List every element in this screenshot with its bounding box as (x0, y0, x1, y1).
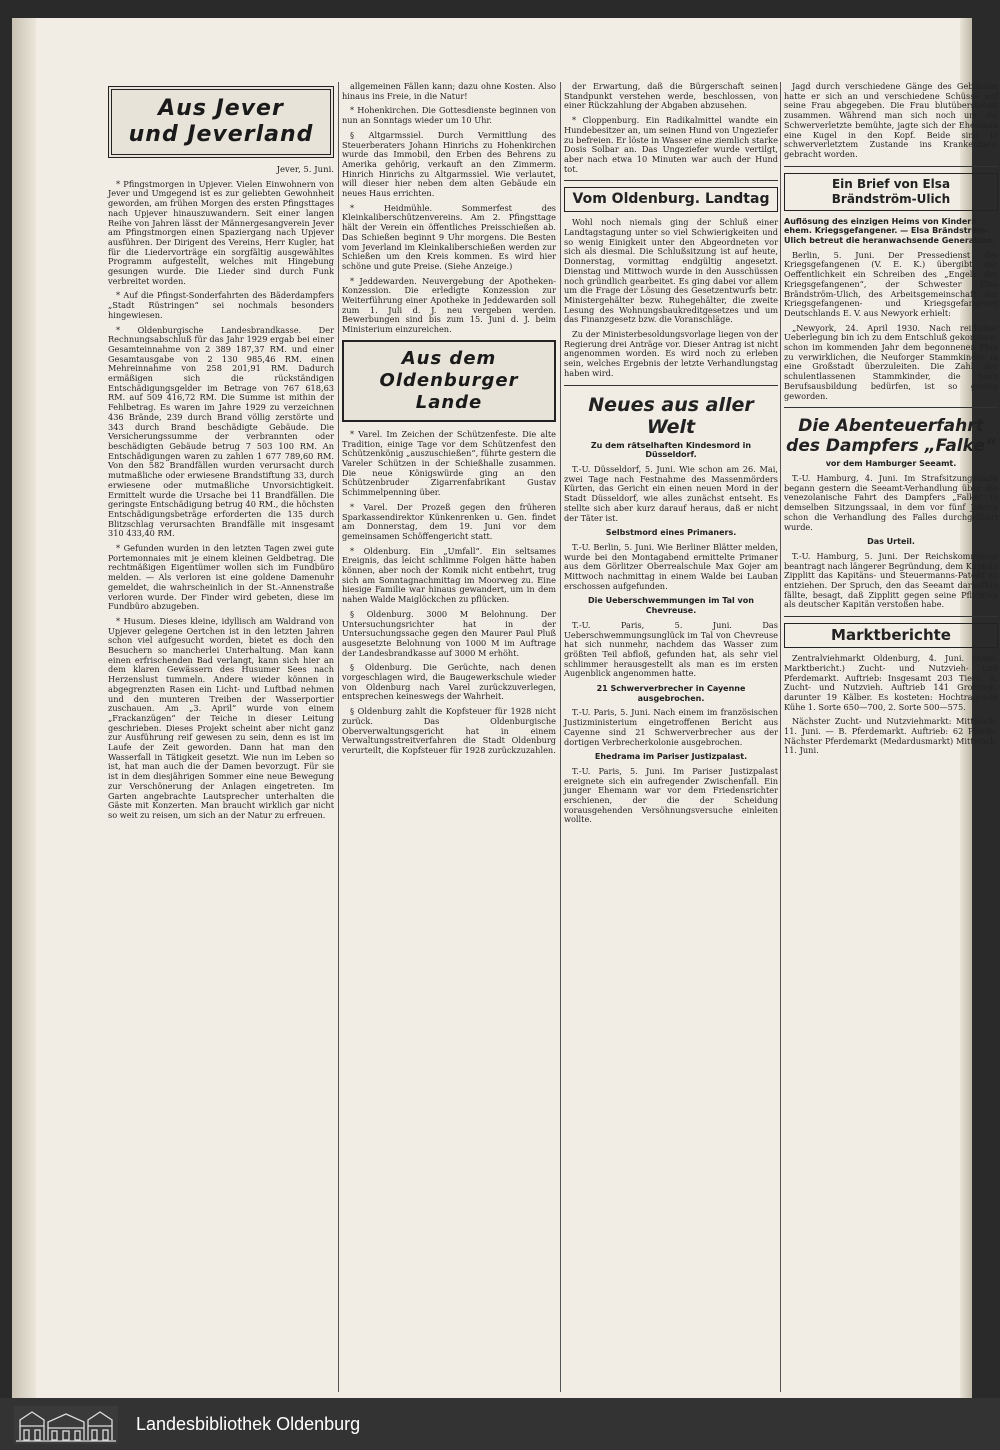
article-subheading: vor dem Hamburger Seeamt. (825, 459, 957, 469)
heading-line: Lande (415, 391, 483, 413)
divider (784, 616, 998, 617)
section-heading-falke (784, 416, 998, 456)
article-paragraph: T.-U. Berlin, 5. Juni. Wie Berliner Blätter melden, wurde bei den Montagabend ermittelte Primaner aus dem Görlitzer Oberrealschule Max Gojer am Mittwoch nachmittag in einem Walde bei Lauban erschossen aufgefunden. (564, 541, 778, 591)
column-rule (560, 82, 561, 1392)
section-heading-neues: Neues aus aller Welt (588, 393, 754, 438)
section-heading-jever (108, 86, 334, 158)
dateline: Jever, 5. Juni. (276, 165, 334, 175)
article-paragraph: * Oldenburgische Landesbrandkasse. Der Rechnungsabschluß für das Jahr 1929 ergab bei einer Gesamteinnahme von 2 389 187,37 RM. und einer Gesamtausgabe von 2 130 985,46 RM. einen Mehreinnahme von 258 201,91 RM. Dadurch ermäßigen sich die rückständigen Entschädigungsgelder im Betrage von 767 618,63 RM. auf 509 416,72 RM. Die Summe ist mithin der Fehlbetrag. Es waren im Jahre 1929 zu verzeichnen 436 Brände, 239 durch Brand völlig zerstörte und 343 durch Brand beschädigte Gebäude. Die Versicherungssumme der verbrannten oder beschädigten Gebäude betrug 7 503 100 RM. An Entschädigungen waren zu zahlen 1 677 789,60 RM. Von den 582 Brandfällen wurden verursacht durch mutmaßliche oder erwiesene Brandstiftung 33, durch erwiesene oder mutmaßliche Unvorsichtigkeit. Ermittelt wurde die Ursache bei 11 Brandfällen. Die geringste Entschädigung betrug 40 RM., die höchsten Entschädigungsbeträge erforderten die 135 durch Blitzschlag verursachten Brandfälle mit insgesamt 310 433,40 RM. (108, 324, 334, 539)
article-paragraph: T.-U. Paris, 5. Juni. Das Ueberschwemmungsunglück im Tal von Chevreuse hat sich nunmehr, nachdem das Wasser zum größten Teil abfloß, gefunden hat, als sehr viel schlimmer herausgestellt als man es im ersten Augenblick angenommen hatte. (564, 619, 778, 679)
library-name: Landesbibliothek Oldenburg (136, 1414, 361, 1434)
article-paragraph: „Newyork, 24. April 1930. Nach reiflicher Ueberlegung bin ich zu dem Entschluß gekommen, schon im kommenden Jahr dem begonnenen Plan zu verwirklichen, die Neuforger Stammkinder in eine Großstadt überzuleiten. Die Zahl der schulentlassenen Stammkinder, die noch Berufsausbildung bedürfen, ist so gering geworden. (784, 322, 998, 401)
article-paragraph: * Varel. Der Prozeß gegen den früheren Sparkassendirektor Künkenrenken u. Gen. findet am Donnerstag, dem 19. Juni vor dem gemeinsamen Schöffengericht statt. (342, 501, 556, 541)
article-paragraph: T.-U. Paris, 5. Juni. Nach einem im französischen Justizministerium eingetroffenen Bericht aus Cayenne sind 21 Schwerverbrecher aus der dortigen Verbrecherkolonie ausgebrochen. (564, 707, 778, 747)
divider (564, 180, 778, 181)
article-paragraph: T.-U. Hamburg, 5. Juni. Der Reichskommissar beantragt nach längerer Begründung, dem Kapitän Zipplitt das Kapitäns- und Steuermanns-Patent zu entziehen. Der Spruch, den das Seeamt daraufhin fällte, besagt, daß Zipplitt gegen seine Pflichten als deutscher Kapitän verstoßen habe. (784, 550, 998, 610)
divider (784, 407, 998, 408)
divider (564, 385, 778, 386)
article-paragraph: § Altgarmssiel. Durch Vermittlung des Steuerberaters Johann Hinrichs zu Hohenkirchen wurde das Immobil, den Erben des Behrens zu Amerika gehörig, verkauft an den Zimmerm. Hinrich Hinrichs zu Altgarmssiel. Wie verlautet, will dieser hier neben dem alten Gebäude ein neues Haus errichten. (342, 129, 556, 199)
article-paragraph: * Varel. Im Zeichen der Schützenfeste. Die alte Tradition, einige Tage vor dem Schützenfest den Schützenkönig „auszuschießen“, führte gestern die Vareler Schützen in der Schießhalle zusammen. Die neue Königswürde ging an den Schützenbruder Zigarrenfabrikant Gustav Schimmelpenning über. (342, 428, 556, 498)
article-paragraph: * Auf die Pfingst-Sonderfahrten des Bäderdampfers „Stadt Rüstringen“ sei nochmals besonders hingewiesen. (108, 290, 334, 320)
article-paragraph: T.-U. Düsseldorf, 5. Juni. Wie schon am 26. Mai, zwei Tage nach Festnahme des Massenmörders Kürten, das Gericht ein einen neuen Mord in der Stadt Düsseldorf, wie alles zunächst entseht. Es stellte sich aber kurz darauf heraus, daß er nicht der Täter ist. (564, 463, 778, 523)
library-footer (0, 1398, 1000, 1450)
section-heading-landtag: Vom Oldenburg. Landtag (564, 187, 778, 212)
section-heading-oldenburger-lande (342, 340, 556, 422)
article-subheading: Die Ueberschwemmungen im Tal von Chevreuse. (588, 596, 754, 616)
article-subheading: 21 Schwerverbrecher in Cayenne ausgebrochen. (596, 684, 746, 703)
heading-line: Aus dem Oldenburger (379, 347, 519, 391)
article-paragraph: * Oldenburg. Ein „Umfall“. Ein seltsames Ereignis, das leicht schlimme Folgen hätte haben können, aber noch der Komik nicht entbehrt, trug sich am Sonntagnachmittag im Moorweg zu. Eine hiesige Familie war hinaus gewandert, um in dem nahen Walde Maiglöckchen zu pflücken. (342, 545, 556, 605)
newspaper-page (12, 18, 998, 1398)
article-paragraph: Zu der Ministerbesoldungsvorlage liegen von der Regierung drei Anträge vor. Dieser Antrag ist nicht angenommen worden. Es wird noch zu erleben sein, welches Ergebnis der letzte Verhandlungstag haben wird. (564, 329, 778, 378)
column-rule (338, 82, 339, 1392)
article-paragraph: * Husum. Dieses kleine, idyllisch am Waldrand von Upjever gelegene Oertchen ist in den letzten Jahren schon viel aufgesucht worden, bietet es doch den Besuchern so mancherlei Unterhaltung. Man kann einen erfrischenden Bad verlangt, kann sich hier an dem klaren Gewässern des Husumer Sees nach Herzenslust tummeln. Andere wieder können in abgegrenzten Rasen ein Licht- und Luftbad nehmen und den munteren Treiben der Wasserportier zuschauen. Am „3. April“ wurde von einem „Frackanzügen“ der Teiche in dieser Leitung geschrieben. Dieses Projekt scheint aber nicht ganz zur Ausführung reif gewesen zu sein, denn es ist im Laufe der Zeit geworden. Dann hat man den Wasserfall in Tätigkeit gesetzt. Wie nun im Leben so ist, hat man auch die der Damen bevorzugt. Für sie ist in dem diesjährigen Sommer eine neue Bewegung zur Verschönerung der Anlagen eingetreten. Im Garten angebrachte Lautsprecher unterhalten die Gäste mit Konzerten. Man braucht wirklich gar nicht so weit zu reisen, um sich an der Natur zu erfreuen. (108, 615, 334, 820)
divider (784, 166, 998, 167)
article-paragraph: Nächster Zucht- und Nutzviehmarkt: Mittwoch, 11. Juni. — B. Pferdemarkt. Auftrieb: 62 Pferde. Nächster Pferdemarkt (Medardusmarkt) Mittwoch, 11. Juni. (784, 716, 998, 756)
article-paragraph: T.-U. Paris, 5. Juni. Im Pariser Justizpalast ereignete sich ein aufregender Zwischenfall. Ein junger Ehemann war vor dem Friedensrichter erschienen, der die der Scheidung vorausgehenden Versöhnungsversuche einleiten wollte. (564, 765, 778, 825)
page-left-edge (12, 18, 36, 1398)
article-paragraph: * Jeddewarden. Neuvergebung der Apotheken-Konzession. Die erledigte Konzession zur Weiterführung einer Apotheke in Jeddewarden soll zum 1. Juli d. J. neu vergeben werden. Bewerbungen sind bis zum 15. Juni d. J. beim Ministerium einzureichen. (342, 275, 556, 335)
heading-line: Aus Jever (158, 96, 284, 121)
article-paragraph: § Oldenburg. Die Gerüchte, nach denen vorgeschlagen wird, die Baugewerkschule wieder von Oldenburg nach Varel zurückzuverlegen, entsprechen keineswegs der Wahrheit. (342, 662, 556, 702)
section-heading-markt: Marktberichte (784, 623, 998, 648)
heading-line: des Dampfers „Falke“ (786, 436, 996, 457)
article-paragraph: T.-U. Hamburg, 4. Juni. Im Strafsitzungssaale begann gestern die Seeamt-Verhandlung über die venezolanische Fahrt des Dampfers „Falke“ in demselben Sitzungssaal, in dem vor fünf Jahren schon die Verhandlung des Falles durchgeführt wurde. (784, 472, 998, 532)
article-paragraph: Zentralviehmarkt Oldenburg, 4. Juni. (Amtl. Marktbericht.) Zucht- und Nutzvieh- und Pferdemarkt. Auftrieb: Insgesamt 203 Tiere. A. Zucht- und Nutzvieh. Auftrieb 141 Großvieh, darunter 19 Kälber. Es kosteten: Hochtragende Kühe 1. Sorte 650—700, 2. Sorte 500—575. (784, 653, 998, 712)
article-paragraph: * Gefunden wurden in den letzten Tagen zwei gute Portemonnaies mit je einem kleinen Geldbetrag. Die rechtmäßigen Eigentümer wollen sich im Fundbüro melden. — Als verloren ist eine goldene Damenuhr gemeldet, die wahrscheinlich in der St.-Annenstraße verloren wurde. Der Finder wird gebeten, diese im Fundbüro abzugeben. (108, 543, 334, 612)
column-4 (784, 82, 998, 761)
article-paragraph: § Oldenburg zahlt die Kopfsteuer für 1928 nicht zurück. Das Oldenburgische Oberverwaltungsgericht hat in einem Verwaltungsstreitverfahren die Stadt Oldenburg verurteilt, die Kopfsteuer für 1928 zurückzuzahlen. (342, 706, 556, 755)
article-paragraph: der Erwartung, daß die Bürgerschaft seinen Standpunkt verstehen werde, beschlossen, von einer Rückzahlung der Abgaben abzusehen. (564, 81, 778, 111)
article-subheading: Das Urteil. (867, 537, 915, 547)
article-subheading: Zu dem rätselhaften Kindesmord in Düsseldorf. (590, 440, 752, 460)
heading-line: und Jeverland (128, 122, 314, 147)
section-heading-brief: Ein Brief von Elsa Brändström-Ulich (784, 173, 998, 211)
article-subheading: Auflösung des einzigen Heims von Kindern ehem. Kriegsgefangener. — Elsa Brändström-Ulich betreut die heranwachsende Generation. (784, 216, 995, 246)
article-paragraph: * Pfingstmorgen in Upjever. Vielen Einwohnern von Jever und Umgegend ist es zur geliebten Gewohnheit geworden, am frühen Morgen des ersten Pfingsttages nach Upjever hinauszuwandern. Seit einer langen Reihe von Jahren lässt der Männergesangverein Jever am Pfingstmorgen einen Spaziergang nach Upjever ausführen. Der Dirigent des Vereins, Herr Kugler, hat für die Liedervorträge ein sorgfältig ausgewähltes Programm aufgestellt, welches mit Hingebung gesungen wurde. Die Lieder sind durch Funk verbreitet worden. (108, 178, 334, 286)
article-subheading: Ehedrama im Pariser Justizpalast. (594, 752, 748, 762)
column-rule (780, 82, 781, 1392)
article-paragraph: Jagd durch verschiedene Gänge des Gebäudes hatte er sich an und verschiedene Schüsse auf seine Frau abgegeben. Die Frau blutüberströmt zusammen. Während man sich noch um die Schwerverletzte bemühte, jagte sich der Ehemann eine Kugel in den Kopf. Beide sind in schwerverletztem Zustande ins Krankenhaus gebracht worden. (784, 81, 998, 159)
column-2 (342, 82, 556, 761)
article-paragraph: Berlin, 5. Juni. Der Pressedienst der Kriegsgefangenen (V. E. K.) übergibt der Oeffentlichkeit ein Schreiben des „Engels der Kriegsgefangenen“, der Schwester Elsa Brändström-Ulich, des Arbeitsgemeinschaft der Kriegsgefangenen- und Kriegsgefangener Deutschlands E. V. aus Newyork erhielt: (784, 249, 998, 318)
article-paragraph: * Heidmühle. Sommerfest des Kleinkaliberschützenvereins. Am 2. Pfingsttage hält der Verein ein öffentliches Preisschießen ab. Das Schießen beginnt 9 Uhr morgens. Die Besten vom Jeverland im Kleinkaliberschießen werden zur Schießen um den Kreis kommen. Es wird hier schöne und gute Preise. (Siehe Anzeige.) (342, 202, 556, 271)
article-paragraph: * Cloppenburg. Ein Radikalmittel wandte ein Hundebesitzer an, um seinen Hund von Ungeziefer zu befreien. Er löste in Wasser eine ziemlich starke Dosis Solbar an. Das Ungeziefer wurde vertilgt, aber nach etwa 10 Minuten war auch der Hund tot. (564, 115, 778, 174)
column-3 (564, 82, 778, 830)
article-paragraph: * Hohenkirchen. Die Gottesdienste beginnen von nun an Sonntags wieder um 10 Uhr. (342, 105, 556, 126)
article-paragraph: allgemeinen Fällen kann; dazu ohne Kosten. Also hinaus ins Freie, in die Natur! (342, 81, 556, 101)
article-paragraph: Wohl noch niemals ging der Schluß einer Landtagstagung unter so viel Schwierigkeiten und so wenig Einigkeit unter den Abgeordneten vor sich als diesmal. Die Schlußsitzung ist auf heute, Donnerstag, vormittag endgültig angesetzt. Dienstag und Mittwoch wurde in den Ausschüssen noch gründlich gearbeitet. Es ging dabei vor allem um die Frage der Lösung des Gesetzentwurfs betr. Ministergehälter bezw. Ruhegehälter, die zweite Lesung des Wohnungsbaukreditgesetzes und um das Finanzgesetz bzw. die Voranschläge. (564, 217, 778, 325)
library-logo-icon (14, 1406, 118, 1444)
column-1 (108, 82, 334, 826)
article-paragraph: § Oldenburg. 3000 M Belohnung. Der Untersuchungsrichter hat in der Untersuchungssache gegen den Maurer Paul Pluß ausgesetzte Belohnung von 1000 M im Auftrage der Landesbrandkasse auf 3000 M erhöht. (342, 608, 556, 658)
heading-line: Die Abenteuerfahrt (798, 416, 984, 437)
article-subheading: Selbstmord eines Primaners. (605, 528, 737, 538)
